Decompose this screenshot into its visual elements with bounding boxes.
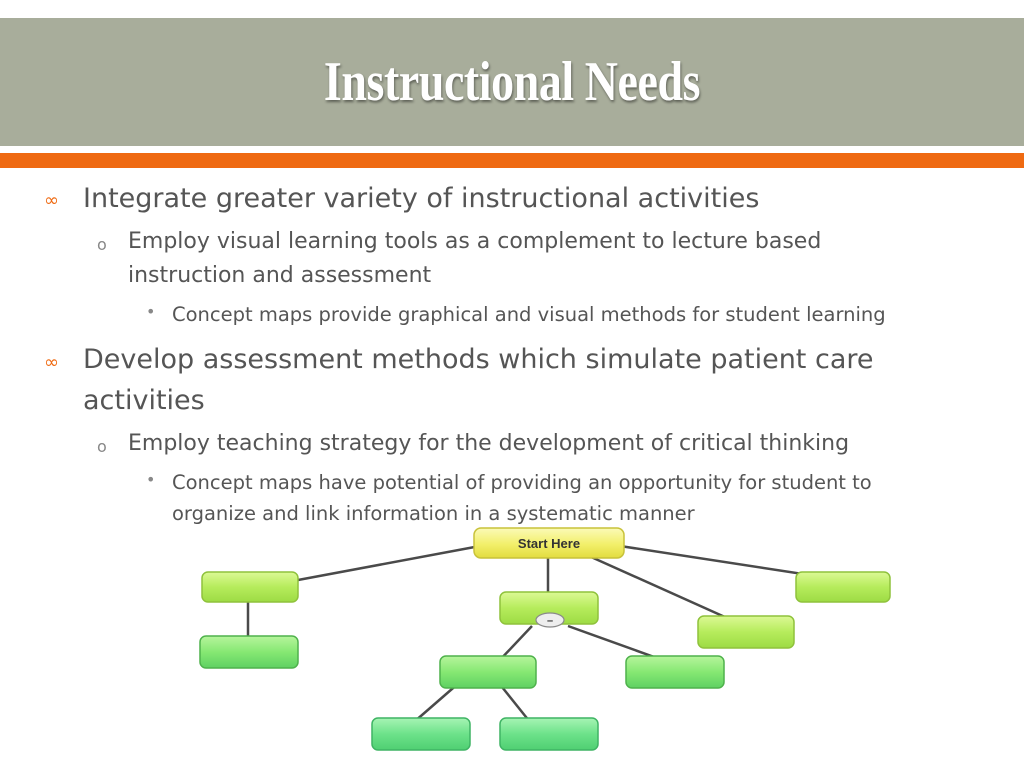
slide-title: Instructional Needs <box>323 51 701 113</box>
bullet-2-line1: Develop assessment methods which simulate patient care <box>83 344 874 375</box>
concept-node <box>698 616 794 648</box>
circle-bullet-icon: o <box>97 437 107 456</box>
concept-node <box>500 718 598 750</box>
concept-node <box>796 572 890 602</box>
bullet-2-sub-sub-line1: Concept maps have potential of providing an opportunity for student to <box>172 471 872 494</box>
concept-node <box>372 718 470 750</box>
bullet-2-line2: activities <box>83 385 205 416</box>
concept-node <box>440 656 536 688</box>
bullet-2-sub: Employ teaching strategy for the development of critical thinking <box>128 431 850 456</box>
concept-node <box>626 656 724 688</box>
concept-map <box>180 522 904 762</box>
start-node-label: Start Here <box>517 536 581 551</box>
dot-bullet-icon: • <box>146 302 156 321</box>
bullet-1-text: Integrate greater variety of instructional activities <box>83 183 760 214</box>
concept-node <box>200 636 298 668</box>
bullet-1-sub-line1: Employ visual learning tools as a complement to lecture based <box>128 229 822 254</box>
dot-bullet-icon: • <box>146 470 156 489</box>
bullet-1-sub-sub: Concept maps provide graphical and visual methods for student learning <box>172 303 886 326</box>
collapse-toggle-symbol: – <box>546 615 554 627</box>
concept-node <box>202 572 298 602</box>
accent-bar <box>0 153 1024 168</box>
circle-bullet-icon: o <box>97 235 107 254</box>
bullet-2-sub-sub-line2: organize and link information in a systematic manner <box>172 502 695 525</box>
bullet-1-sub-line2: instruction and assessment <box>128 263 432 288</box>
curl-bullet-icon: ∞ <box>44 190 59 211</box>
curl-bullet-icon: ∞ <box>44 352 59 373</box>
